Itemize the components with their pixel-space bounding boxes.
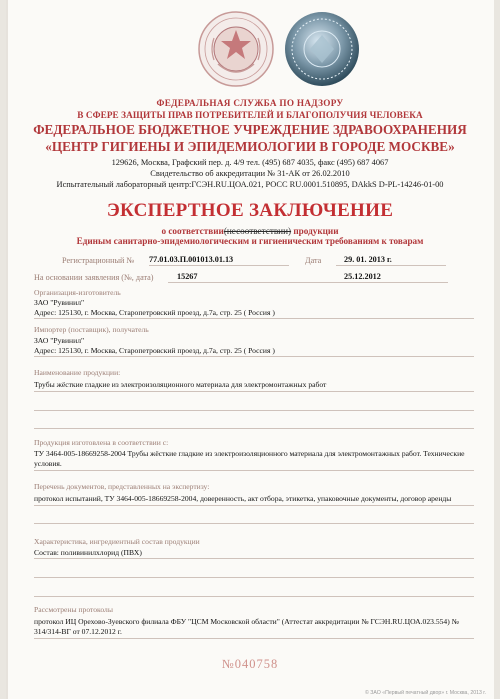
importer-underline xyxy=(34,356,474,357)
date-label: Дата xyxy=(305,256,322,265)
registration-label: Регистрационный № xyxy=(62,256,135,265)
lab-center-line: Испытательный лабораторный центр:ГСЭН.RU.ЦОА.021, РОСС RU.0001.510895, DAkkS D-PL-14246-01-00 xyxy=(56,180,444,189)
serial-number: №040758 xyxy=(221,657,279,671)
manufacturer-underline xyxy=(34,318,474,319)
documents-value: протокол испытаний, ТУ 3464-005-18669258-2004, доверенность, акт отбора, этикетка, упаковочные документы, договор аренды xyxy=(34,494,452,503)
agency-line-2: В СФЕРЕ ЗАЩИТЫ ПРАВ ПОТРЕБИТЕЛЕЙ И БЛАГОПОЛУЧИЯ ЧЕЛОВЕКА xyxy=(77,110,423,120)
manufacturer-label: Организация-изготовитель xyxy=(34,288,121,297)
standard-value: ТУ 3464-005-18669258-2004 Трубы жёсткие гладкие из электроизоляционного материала для электромонтажных работ. Технические условия. xyxy=(34,449,465,468)
registration-date: 29. 01. 2013 г. xyxy=(344,255,392,264)
certificate-sheet xyxy=(6,0,494,699)
standard-underline xyxy=(34,470,474,471)
emblem-row xyxy=(6,4,494,96)
application-date: 25.12.2012 xyxy=(344,272,381,281)
protocols-value: протокол ИЦ Орехово-Зуевского филиала ФБУ "ЦСМ Московской области" (Аттестат аккредитации № ГСЭН.RU.ЦОА.023.554) № 314/314-ВГ от 07.12.2012 г. xyxy=(34,617,459,636)
product-underline-3 xyxy=(34,428,474,429)
protocols-label: Рассмотрены протоколы xyxy=(34,605,113,614)
documents-underline-2 xyxy=(34,523,474,524)
institution-line-1: ФЕДЕРАЛЬНОЕ БЮДЖЕТНОЕ УЧРЕЖДЕНИЕ ЗДРАВООХРАНЕНИЯ xyxy=(33,122,467,137)
subtitle-suffix: продукции xyxy=(293,226,339,236)
importer-address: Адрес: 125130, г. Москва, Старопетровский проезд, д.7а, стр. 25 ( Россия ) xyxy=(34,346,275,355)
standard-label: Продукция изготовлена в соответствии с: xyxy=(34,438,169,447)
document-title: ЭКСПЕРТНОЕ ЗАКЛЮЧЕНИЕ xyxy=(106,200,394,221)
printer-footer: © ЗАО «Первый печатный двор» г. Москва, 2013 г. xyxy=(365,690,486,696)
documents-underline xyxy=(34,505,474,506)
accreditation-line: Свидетельство об аккредитации № 31-АК от 26.02.2010 xyxy=(150,169,350,178)
composition-underline-2 xyxy=(34,577,474,578)
hologram-seal-icon xyxy=(282,8,362,90)
registration-number: 77.01.03.П.001013.01.13 xyxy=(149,255,234,264)
application-label: На основании заявления (№, дата) xyxy=(34,273,154,282)
product-label: Наименование продукции: xyxy=(34,368,121,377)
product-underline xyxy=(34,391,474,392)
product-value: Трубы жёсткие гладкие из электроизоляционного материала для электромонтажных работ xyxy=(34,380,327,389)
subtitle-strikethrough: (несоответствии) xyxy=(223,226,292,236)
institution-line-2: «ЦЕНТР ГИГИЕНЫ И ЭПИДЕМИОЛОГИИ В ГОРОДЕ МОСКВЕ» xyxy=(45,139,455,154)
composition-value: Состав: поливинилхлорид (ПВХ) xyxy=(34,548,142,557)
document-subtitle-2: Единым санитарно-эпидемиологическим и гигиеническим требованиям к товарам xyxy=(76,236,424,246)
documents-label: Перечень документов, представленных на экспертизу: xyxy=(34,482,210,491)
application-number: 15267 xyxy=(177,272,198,281)
product-underline-2 xyxy=(34,410,474,411)
importer-name: ЗАО "Рувинил" xyxy=(34,336,85,345)
composition-underline-3 xyxy=(34,596,474,597)
agency-line-1: ФЕДЕРАЛЬНАЯ СЛУЖБА ПО НАДЗОРУ xyxy=(156,98,344,108)
institution-address: 129626, Москва, Графский пер. д. 4/9 тел. (495) 687 4035, факс (495) 687 4067 xyxy=(111,158,389,167)
date-underline xyxy=(336,265,446,266)
manufacturer-address: Адрес: 125130, г. Москва, Старопетровский проезд, д.7а, стр. 25 ( Россия ) xyxy=(34,308,275,317)
composition-underline xyxy=(34,558,474,559)
manufacturer-name: ЗАО "Рувинил" xyxy=(34,298,85,307)
registration-underline xyxy=(149,265,289,266)
rospotrebnadzor-emblem-icon xyxy=(196,8,276,90)
importer-label: Импортер (поставщик), получатель xyxy=(34,325,149,334)
protocols-underline xyxy=(34,638,474,639)
subtitle-prefix: о соответствии xyxy=(161,226,224,236)
application-underline xyxy=(168,282,448,283)
composition-label: Характеристика, ингредиентный состав продукции xyxy=(34,537,200,546)
document-subtitle xyxy=(6,226,494,236)
